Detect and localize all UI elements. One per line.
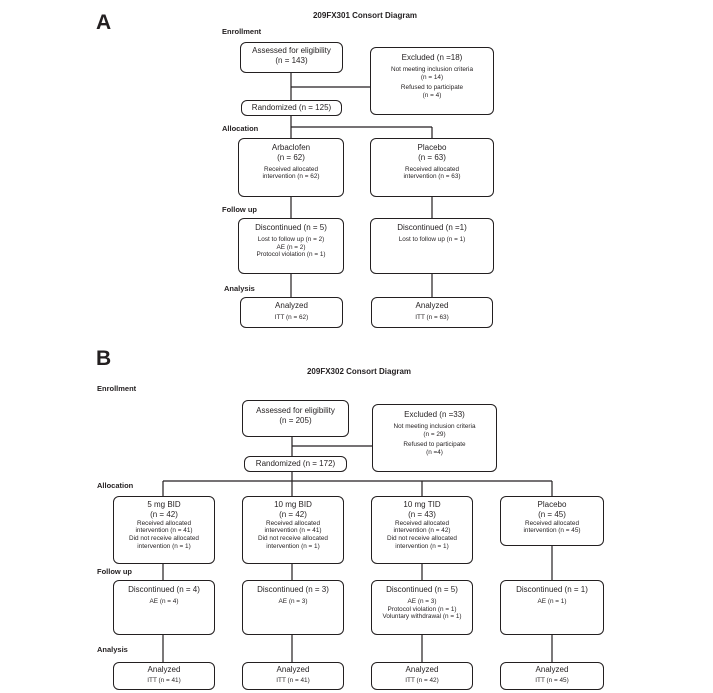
b-randomized-label: Randomized (n = 172) [255, 459, 336, 468]
b-excluded-reason2-n: (n =4) [426, 449, 443, 457]
a-section-enrollment: Enrollment [222, 27, 262, 36]
a-section-follow-up: Follow up [222, 205, 257, 214]
a-arm2-received-n: intervention (n = 63) [403, 173, 461, 181]
a-arm2-itt: ITT (n = 63) [415, 313, 449, 321]
panel-a-letter: A [96, 11, 112, 34]
b-arm3-followup-box [371, 580, 473, 635]
b-arm1-alloc-line: intervention (n = 1) [137, 542, 191, 550]
b-arm1-alloc-line: intervention (n = 41) [135, 527, 193, 535]
b-arm2-name: 10 mg BID [274, 500, 312, 509]
a-arm1-received-n: intervention (n = 62) [262, 173, 320, 181]
a-arm2-followup-box [370, 218, 494, 274]
b-arm3-analysis-box [371, 662, 473, 690]
b-arm3-name: 10 mg TID [403, 500, 441, 509]
a-arm1-followup-box [238, 218, 344, 274]
b-arm2-alloc-line: intervention (n = 41) [264, 527, 322, 535]
b-arm2-reason: AE (n = 3) [278, 597, 308, 605]
b-arm1-followup-box [113, 580, 215, 635]
a-arm1-received: Received allocated [264, 165, 318, 173]
b-excluded-label: Excluded (n =33) [404, 410, 465, 419]
b-arm3-alloc-line: Did not receive allocated [387, 535, 457, 543]
b-section-enrollment: Enrollment [97, 384, 137, 393]
a-excluded-reason2: Refused to participate [400, 84, 464, 92]
b-section-allocation: Allocation [97, 481, 134, 490]
b-arm3-alloc-line: intervention (n = 42) [393, 527, 451, 535]
a-section-allocation: Allocation [222, 124, 259, 133]
b-arm2-alloc-line: Received allocated [266, 519, 320, 527]
b-excluded-reason1-n: (n = 29) [423, 430, 446, 438]
b-arm4-alloc-line: Received allocated [525, 519, 579, 527]
b-arm1-itt: ITT (n = 41) [147, 676, 181, 684]
a-arm1-itt: ITT (n = 62) [274, 313, 309, 321]
b-arm2-followup-box [242, 580, 344, 635]
b-arm3-reason: Protocol violation (n = 1) [387, 605, 457, 613]
a-arm1-analyzed: Analyzed [275, 301, 308, 310]
b-arm2-analyzed: Analyzed [276, 665, 310, 674]
a-arm2-analysis-box [371, 297, 493, 328]
b-arm3-reason: Voluntary withdrawal (n = 1) [382, 613, 462, 621]
a-assessed-n: (n = 143) [275, 55, 308, 65]
a-arm2-discontinued: Discontinued (n =1) [397, 223, 467, 232]
b-arm3-allocation-box [371, 496, 473, 564]
b-assessed-label: Assessed for eligibility [256, 406, 335, 415]
b-arm4-analysis-box [500, 662, 604, 690]
a-arm2-allocation-box [370, 138, 494, 197]
panel-b-letter: B [96, 347, 112, 370]
a-randomized-label: Randomized (n = 125) [251, 103, 332, 112]
b-arm1-analysis-box [113, 662, 215, 690]
b-arm3-n: (n = 43) [408, 509, 436, 519]
b-section-follow-up: Follow up [97, 567, 132, 576]
b-arm4-itt: ITT (n = 45) [535, 676, 569, 684]
a-arm1-reason: Protocol violation (n = 1) [256, 251, 326, 259]
b-arm3-analyzed: Analyzed [405, 665, 439, 674]
b-assessed-box [242, 400, 349, 437]
panel-b-title: 209FX302 Consort Diagram [306, 367, 412, 376]
b-arm1-discontinued: Discontinued (n = 4) [128, 585, 200, 594]
a-randomized-box [241, 100, 342, 116]
b-arm2-discontinued: Discontinued (n = 3) [257, 585, 329, 594]
a-excluded-reason2-n: (n = 4) [422, 92, 442, 100]
a-arm2-received: Received allocated [405, 165, 459, 173]
a-excluded-reason1: Not meeting inclusion criteria [390, 65, 474, 73]
b-arm4-followup-box [500, 580, 604, 635]
b-arm1-reason: AE (n = 4) [149, 597, 179, 605]
a-arm1-reason: AE (n = 2) [276, 243, 306, 251]
b-arm4-analyzed: Analyzed [535, 665, 569, 674]
a-arm2-reason: Lost to follow up (n = 1) [398, 235, 466, 243]
a-assessed-label: Assessed for eligibility [252, 46, 331, 55]
a-arm1-name: Arbaclofen [271, 143, 311, 152]
b-excluded-box [372, 404, 497, 472]
a-arm1-discontinued: Discontinued (n = 5) [255, 223, 327, 232]
a-arm1-analysis-box [240, 297, 343, 328]
b-arm1-alloc-line: Did not receive allocated [129, 535, 199, 543]
a-assessed-box [240, 42, 343, 73]
b-arm2-allocation-box [242, 496, 344, 564]
a-arm2-n: (n = 63) [418, 152, 446, 162]
b-arm2-itt: ITT (n = 41) [276, 676, 310, 684]
b-assessed-n: (n = 205) [279, 415, 312, 425]
b-arm4-alloc-line: intervention (n = 45) [523, 527, 581, 535]
b-arm1-alloc-line: Received allocated [137, 519, 191, 527]
a-arm2-name: Placebo [417, 143, 447, 152]
a-section-analysis: Analysis [224, 284, 255, 293]
b-section-analysis: Analysis [97, 645, 128, 654]
b-arm3-discontinued: Discontinued (n = 5) [386, 585, 458, 594]
a-excluded-box [370, 47, 494, 115]
b-excluded-reason2: Refused to participate [403, 441, 466, 449]
b-arm1-name: 5 mg BID [147, 500, 181, 509]
b-arm3-reason: AE (n = 3) [407, 597, 437, 605]
b-arm4-allocation-box [500, 496, 604, 546]
b-arm2-alloc-line: intervention (n = 1) [266, 542, 320, 550]
b-arm3-alloc-line: intervention (n = 1) [395, 542, 449, 550]
b-arm3-itt: ITT (n = 42) [405, 676, 439, 684]
b-arm1-n: (n = 42) [150, 509, 178, 519]
b-arm2-alloc-line: Did not receive allocated [258, 535, 328, 543]
b-arm4-discontinued: Discontinued (n = 1) [516, 585, 588, 594]
a-arm1-allocation-box [238, 138, 344, 197]
b-arm2-n: (n = 42) [279, 509, 307, 519]
a-excluded-reason1-n: (n = 14) [420, 73, 444, 81]
a-excluded-label: Excluded (n =18) [401, 53, 463, 62]
b-arm4-n: (n = 45) [538, 509, 566, 519]
b-excluded-reason1: Not meeting inclusion criteria [393, 422, 476, 430]
b-arm4-name: Placebo [537, 500, 567, 509]
b-arm3-alloc-line: Received allocated [395, 519, 449, 527]
b-arm2-analysis-box [242, 662, 344, 690]
a-arm1-reason: Lost to follow up (n = 2) [257, 235, 325, 243]
b-arm4-reason: AE (n = 1) [537, 597, 567, 605]
panel-a-title: 209FX301 Consort Diagram [312, 11, 418, 20]
b-arm1-analyzed: Analyzed [147, 665, 181, 674]
b-arm1-allocation-box [113, 496, 215, 564]
a-arm1-n: (n = 62) [277, 152, 305, 162]
a-arm2-analyzed: Analyzed [415, 301, 449, 310]
b-randomized-box [244, 456, 347, 472]
